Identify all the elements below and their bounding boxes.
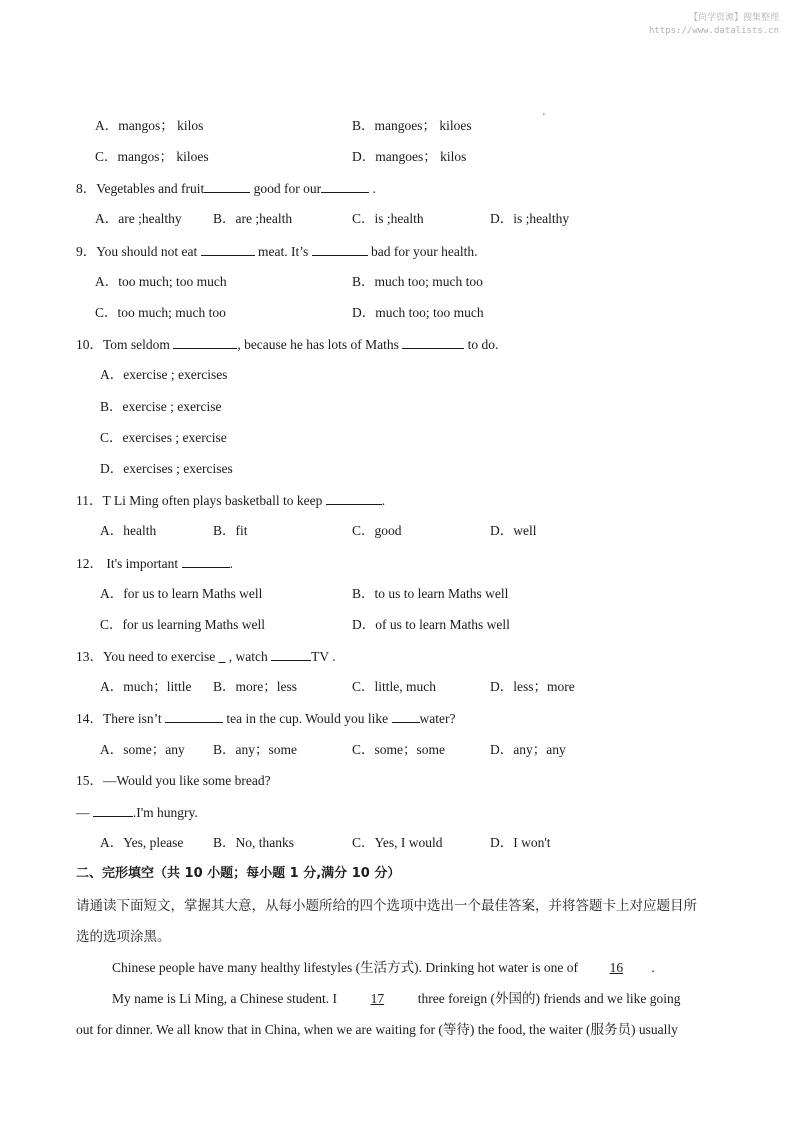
q7-option-b: B．mangoes； kiloes <box>352 118 472 133</box>
q13-option-d: D．less；more <box>490 679 575 694</box>
q15-text-2: .I'm hungry. <box>132 805 198 820</box>
q9-option-d: D．much too; too much <box>352 305 484 320</box>
q12-text-1: 12． It's important <box>76 556 182 571</box>
q11-option-c: C．good <box>352 523 402 538</box>
q8-option-d: D．is ;healthy <box>490 211 570 226</box>
q14-option-d: D．any；any <box>490 742 566 757</box>
q13-option-a: A．much；little <box>100 679 192 694</box>
passage-line-1 <box>112 959 655 977</box>
passage-text-1a: Chinese people have many healthy lifestyles (生活方式). Drinking hot water is one of <box>112 960 582 975</box>
q9-text-1: 9．You should not eat <box>76 244 201 259</box>
q15-option-a: A．Yes, please <box>100 835 184 850</box>
q14-blank-2 <box>392 709 420 723</box>
q14-text-2: tea in the cup. Would you like <box>222 711 392 726</box>
q10-text-1: 10．Tom seldom <box>76 337 174 352</box>
q13-blank-1: _ <box>218 649 226 664</box>
q8-option-b: B．are ;health <box>213 211 293 226</box>
q8-option-c: C．is ;health <box>352 211 424 226</box>
passage-line-2 <box>112 990 681 1008</box>
q10-blank-2 <box>402 335 464 349</box>
q12-option-a: A．for us to learn Maths well <box>100 586 263 601</box>
q14-stem <box>76 709 455 728</box>
q7-option-d: D．mangoes； kilos <box>352 149 467 164</box>
q15-stem: 15．—Would you like some bread? <box>76 773 271 788</box>
q9-stem <box>76 242 477 261</box>
q8-stem <box>76 179 376 198</box>
watermark-url: https://www.datalists.cn <box>648 26 779 36</box>
q9-blank-1 <box>201 242 255 256</box>
q14-option-a: A．some；any <box>100 742 185 757</box>
q14-blank-1 <box>165 709 223 723</box>
q15-option-b: B．No, thanks <box>213 835 294 850</box>
q13-option-b: B．more；less <box>213 679 297 694</box>
blank-16: 16 <box>609 960 624 975</box>
stray-mark: ' <box>543 112 545 123</box>
q9-option-a: A．too much; too much <box>95 274 227 289</box>
q9-option-c: C．too much; much too <box>95 305 226 320</box>
blank-17: 17 <box>370 991 385 1006</box>
q8-option-a: A．are ;healthy <box>95 211 182 226</box>
q14-text-3: water? <box>419 711 456 726</box>
q15-text-1: — <box>76 805 93 820</box>
q13-text-3: TV . <box>311 649 336 664</box>
passage-line-3: out for dinner. We all know that in China, when we are waiting for (等待) the food, the waiter (服务员) usually <box>76 1022 678 1037</box>
q9-option-b: B．much too; much too <box>352 274 483 289</box>
q14-option-b: B．any；some <box>213 742 297 757</box>
q13-text-2: , watch <box>225 649 272 664</box>
passage-text-2a: My name is Li Ming, a Chinese student. I <box>112 991 341 1006</box>
q10-text-2: , because he has lots of Maths <box>237 337 403 352</box>
section-2-instructions-1: 请通读下面短文，掌握其大意，从每小题所给的四个选项中选出一个最佳答案，并将答题卡上对应题目所 <box>76 898 697 913</box>
q10-option-d: D．exercises ; exercises <box>100 461 233 476</box>
q8-text-1: 8．Vegetables and fruit <box>76 181 205 196</box>
q7-option-c: C．mangos； kiloes <box>95 149 209 164</box>
section-2-instructions-2: 选的选项涂黑。 <box>76 929 171 944</box>
q12-option-b: B．to us to learn Maths well <box>352 586 509 601</box>
q11-option-a: A．health <box>100 523 157 538</box>
q10-blank-1 <box>173 335 237 349</box>
q12-option-d: D．of us to learn Maths well <box>352 617 510 632</box>
q10-option-c: C．exercises ; exercise <box>100 430 227 445</box>
q12-option-c: C．for us learning Maths well <box>100 617 265 632</box>
q12-blank-1 <box>182 554 230 568</box>
q11-blank-1 <box>326 491 382 505</box>
q14-text-1: 14．There isn’t <box>76 711 165 726</box>
q9-text-3: bad for your health. <box>367 244 478 259</box>
q9-blank-2 <box>312 242 368 256</box>
q9-text-2: meat. It’s <box>254 244 312 259</box>
q13-text-1: 13．You need to exercise <box>76 649 219 664</box>
q15-response <box>76 803 198 822</box>
q8-blank-2 <box>321 179 369 193</box>
q15-option-c: C．Yes, I would <box>352 835 443 850</box>
q15-option-d: D．I won't <box>490 835 551 850</box>
q11-option-b: B．fit <box>213 523 248 538</box>
q15-blank <box>93 803 133 817</box>
section-2-title: 二、完形填空（共 10 小题；每小题 1 分,满分 10 分） <box>76 866 401 881</box>
passage-text-2b: three foreign (外国的) friends and we like going <box>414 991 681 1006</box>
q8-blank-1 <box>204 179 250 193</box>
q11-stem <box>76 491 385 510</box>
passage-text-1b: . <box>651 960 655 975</box>
q11-text-1: 11．T Li Ming often plays basketball to keep <box>76 493 326 508</box>
q10-stem <box>76 335 498 354</box>
q12-stem <box>76 554 233 573</box>
q10-option-a: A．exercise ; exercises <box>100 367 228 382</box>
q8-text-2: good for our <box>250 181 322 196</box>
watermark <box>649 12 779 38</box>
q12-text-2: . <box>229 556 233 571</box>
q11-text-2: . <box>381 493 386 508</box>
q13-option-c: C．little, much <box>352 679 436 694</box>
q11-option-d: D．well <box>490 523 537 538</box>
q10-text-3: to do. <box>464 337 499 352</box>
q8-text-3: . <box>369 181 376 196</box>
watermark-title: 【尚学资源】搜集整理 <box>688 13 779 23</box>
q10-option-b: B．exercise ; exercise <box>100 399 222 414</box>
q14-option-c: C．some；some <box>352 742 445 757</box>
q13-blank-2 <box>271 647 311 661</box>
q13-stem <box>76 647 336 666</box>
q7-option-a: A．mangos； kilos <box>95 118 204 133</box>
